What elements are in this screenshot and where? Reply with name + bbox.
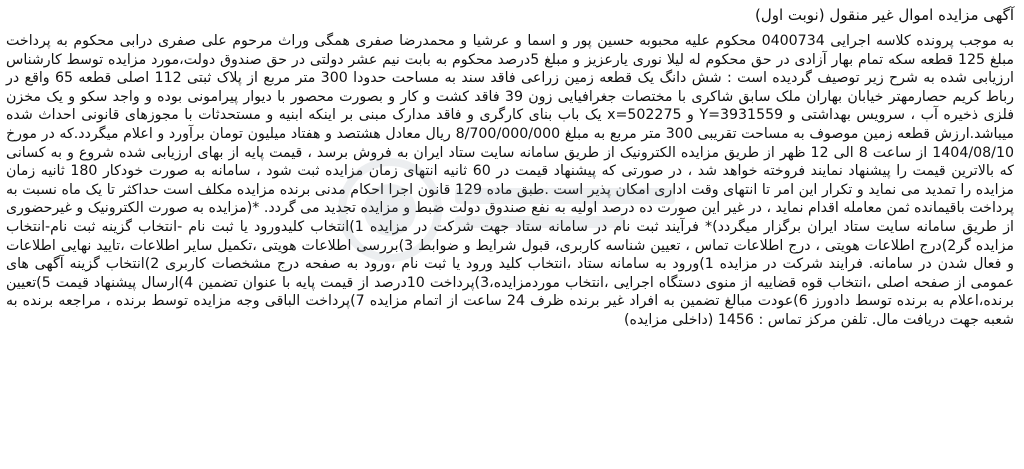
notice-title: آگهی مزایده اموال غیر منقول (نوبت اول) <box>754 6 1014 24</box>
notice-body: به موجب پرونده کلاسه اجرایی 0400734 محکوم علیه محبوبه حسین پور و اسما و عرشیا و محمدرضا صفری همگی وراث مرحوم علی صفری درابی محکوم به پرداخت مبلغ 125 قطعه سکه تمام بهار آزادی در حق محکوم له لیلا نوری یارعزیز و مبلغ 5درصد محکوم به بابت نیم عشر دولتی در حق صندوق دولت،مورد مزایده توسط کارشناس ارزیابی شده به شرح زیر توصیف گردیده است : شش دانگ یک قطعه زمین زراعی فاقد سند به مساحت حدودا 300 متر مربع از پلاک ثبتی 112 اصلی قطعه 65 واقع در رباط کریم حصارمهتر خیابان بهاران ملک سابق شاکری با مختصات جغرافیایی زون 39 فاقد کشت و کار و بصورت محصور با دیوار پیرامونی بوده و واجد سکو و یک مخزن فلزی ذخیره آب ، سرویس بهداشتی و Y=3931559 و x=502275 یک باب بنای کارگری و فاقد مدارک مبنی بر اینکه ابنیه و مستحدثات با مجوزهای قانونی احداث شده میباشد.ارزش قطعه زمین موصوف به مساحت تقریبی 300 متر مربع به مبلغ 8/700/000/000 ریال معادل هشتصد و هفتاد میلیون تومان برآورد و اعلام میگردد.که در مورخ 1404/08/10 از ساعت 8 الی 12 ظهر از طریق مزایده الکترونیک از طریق سامانه سایت ستاد ایران به فروش برسد ، قیمت پایه از بهای ارزیابی شده شروع و به کسانی که بالاترین قیمت را پیشنهاد نمایند فروخته خواهد شد ، در صورتی که پیشنهاد قیمت در 60 ثانیه انتهای زمان مزایده ثبت شود ، سامانه به صورت خودکار 180 ثانیه زمان مزایده را تمدید می نماید و تکرار این امر تا انتهای وقت اداری امکان پذیر است .طبق ماده 129 قانون اجرا احکام مدنی برنده مزایده مکلف است حداکثر تا یک ماه نسبت به پرداخت باقیمانده ثمن معامله اقدام نماید ، در غیر این صورت ده درصد اولیه به نفع صندوق دولت ضبط و مزایده تجدید می گردد. *(مزایده به صورت الکترونیک و غیرحضوری از طریق سامانه سایت ستاد ایران برگزار میگردد)* فرآیند ثبت نام در سامانه ستاد جهت شرکت در مزایده 1)انتخاب کلیدورود یا ثبت نام -انتخاب گزینه ثبت نام-انتخاب مزایده گر2)درج اطلاعات هویتی ، درج اطلاعات تماس ، تعیین شناسه کاربری، قبول شرایط و ضوابط 3)بررسی اطلاعات هویتی ،تکمیل سایر اطلاعات ،تایید نهایی اطلاعات و فعال شدن در سامانه. فرایند شرکت در مزایده 1)ورود به سامانه ستاد ،انتخاب کلید ورود یا ثبت نام ،ورود به صفحه درج مشخصات کاربری 2)انتخاب گزینه آگهی های عمومی از صفحه اصلی ،انتخاب قوه قضاییه از منوی دستگاه اجرایی ،انتخاب موردمزایده،3)پرداخت 10درصد از قیمت پایه با عنوان تضمین 4)ارسال پیشنهاد قیمت 5)تعیین برنده،اعلام به برنده توسط دادورز 6)عودت مبالغ تضمین به افراد غیر برنده ظرف 24 ساعت از اتمام مزایده 7)پرداخت الباقی وجه مزایده توسط برنده ، مراجعه برنده به شعبه جهت دریافت مال. تلفن مرکز تماس : 1456 (داخلی مزایده) <box>6 33 1015 328</box>
auction-notice <box>6 4 1014 330</box>
